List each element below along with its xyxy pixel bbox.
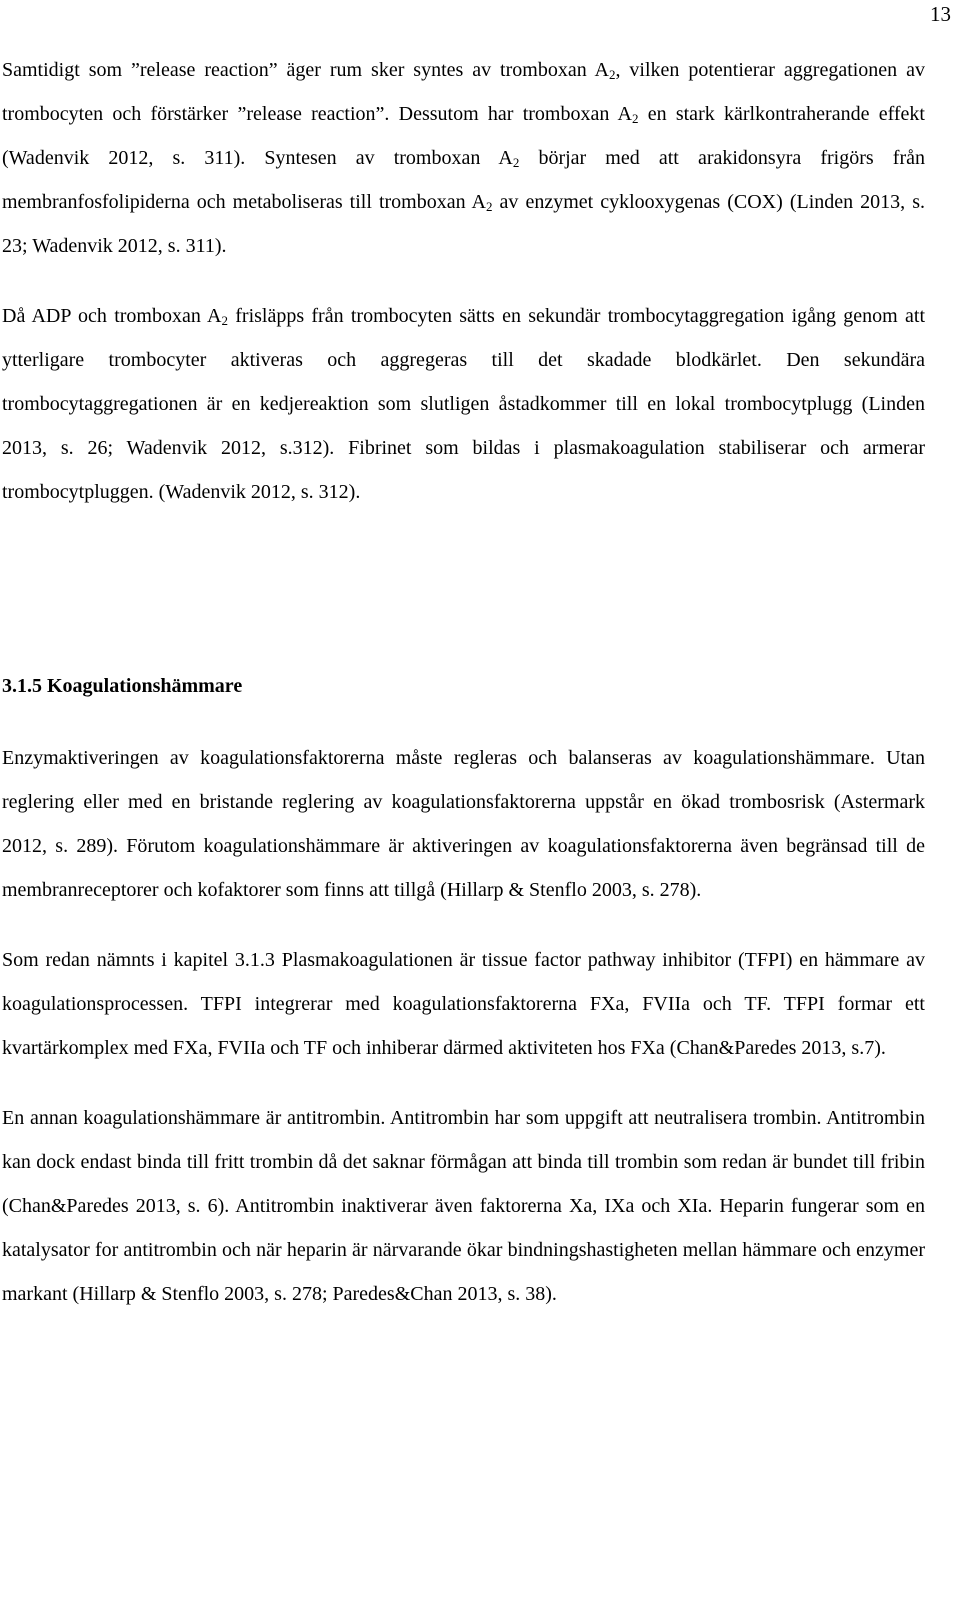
text-run: en stark kärlkontraherande effekt (Wadenvik 2012, s. 311). Syntesen av tromboxan A <box>2 103 925 169</box>
text-run: av enzymet cyklooxygenas (COX) (Linden 2013, s. 23; Wadenvik 2012, s. 311). <box>2 191 925 257</box>
paragraph-enzyme-regulation: Enzymaktiveringen av koagulationsfaktorerna måste regleras och balanseras av koagulationshämmare. Utan reglering eller med en bristande reglering av koagulationsfaktorerna uppstår en ökad trombosrisk (Astermark 2012, s. 289). Förutom koagulationshämmare är aktiveringen av koagulationsfaktorerna även begränsad till de membranreceptorer och kofaktorer som finns att tillgå (Hillarp & Stenflo 2003, s. 278). <box>2 747 925 901</box>
paragraph-tromboxan-synthesis <box>2 48 925 268</box>
text-run: frisläpps från trombocyten sätts en sekundär trombocytaggregation igång genom att ytterligare trombocyter aktiveras och aggregeras till det skadade blodkärlet. Den sekundära trombocytaggregationen är en kedjereaktion som slutligen åstadkommer till en lokal trombocytplugg (Linden 2013, s. 26; Wadenvik 2012, s.312). Fibrinet som bildas i plasmakoagulation stabiliserar och armerar trombocytpluggen. (Wadenvik 2012, s. 312). <box>2 305 925 503</box>
subscript: 2 <box>485 199 493 214</box>
subscript: 2 <box>221 313 228 328</box>
paragraph-antitrombin: En annan koagulationshämmare är antitrombin. Antitrombin har som uppgift att neutralisera trombin. Antitrombin kan dock endast binda till fritt trombin då det saknar förmågan att binda till trombin som redan är bundet till fribin (Chan&Paredes 2013, s. 6). Antitrombin inaktiverar även faktorerna Xa, IXa och XIa. Heparin fungerar som en katalysator for antitrombin och när heparin är närvarande ökar bindningshastigheten mellan hämmare och enzymer markant (Hillarp & Stenflo 2003, s. 278; Paredes&Chan 2013, s. 38). <box>2 1107 925 1305</box>
subscript: 2 <box>608 67 616 82</box>
text-run: , vilken potentierar aggregationen av trombocyten och förstärker ”release reaction”. Dessutom har tromboxan A <box>2 59 925 125</box>
document-body <box>2 48 925 1316</box>
text-run: Då ADP och tromboxan A <box>2 305 222 327</box>
text-run: börjar med att arakidonsyra frigörs från membranfosfolipiderna och metaboliseras till tromboxan A <box>2 147 925 213</box>
text-run: Samtidigt som ”release reaction” äger rum sker syntes av tromboxan A <box>2 59 609 81</box>
subscript: 2 <box>512 155 520 170</box>
section-heading: 3.1.5 Koagulationshämmare <box>2 675 243 697</box>
paragraph-tfpi: Som redan nämnts i kapitel 3.1.3 Plasmakoagulationen är tissue factor pathway inhibitor (TFPI) en hämmare av koagulationsprocessen. TFPI integrerar med koagulationsfaktorerna FXa, FVIIa och TF. TFPI formar ett kvartärkomplex med FXa, FVIIa och TF och inhiberar därmed aktiviteten hos FXa (Chan&Paredes 2013, s.7). <box>2 949 925 1059</box>
paragraph-secondary-aggregation <box>2 294 925 514</box>
subscript: 2 <box>631 111 639 126</box>
page-number: 13 <box>930 2 951 26</box>
